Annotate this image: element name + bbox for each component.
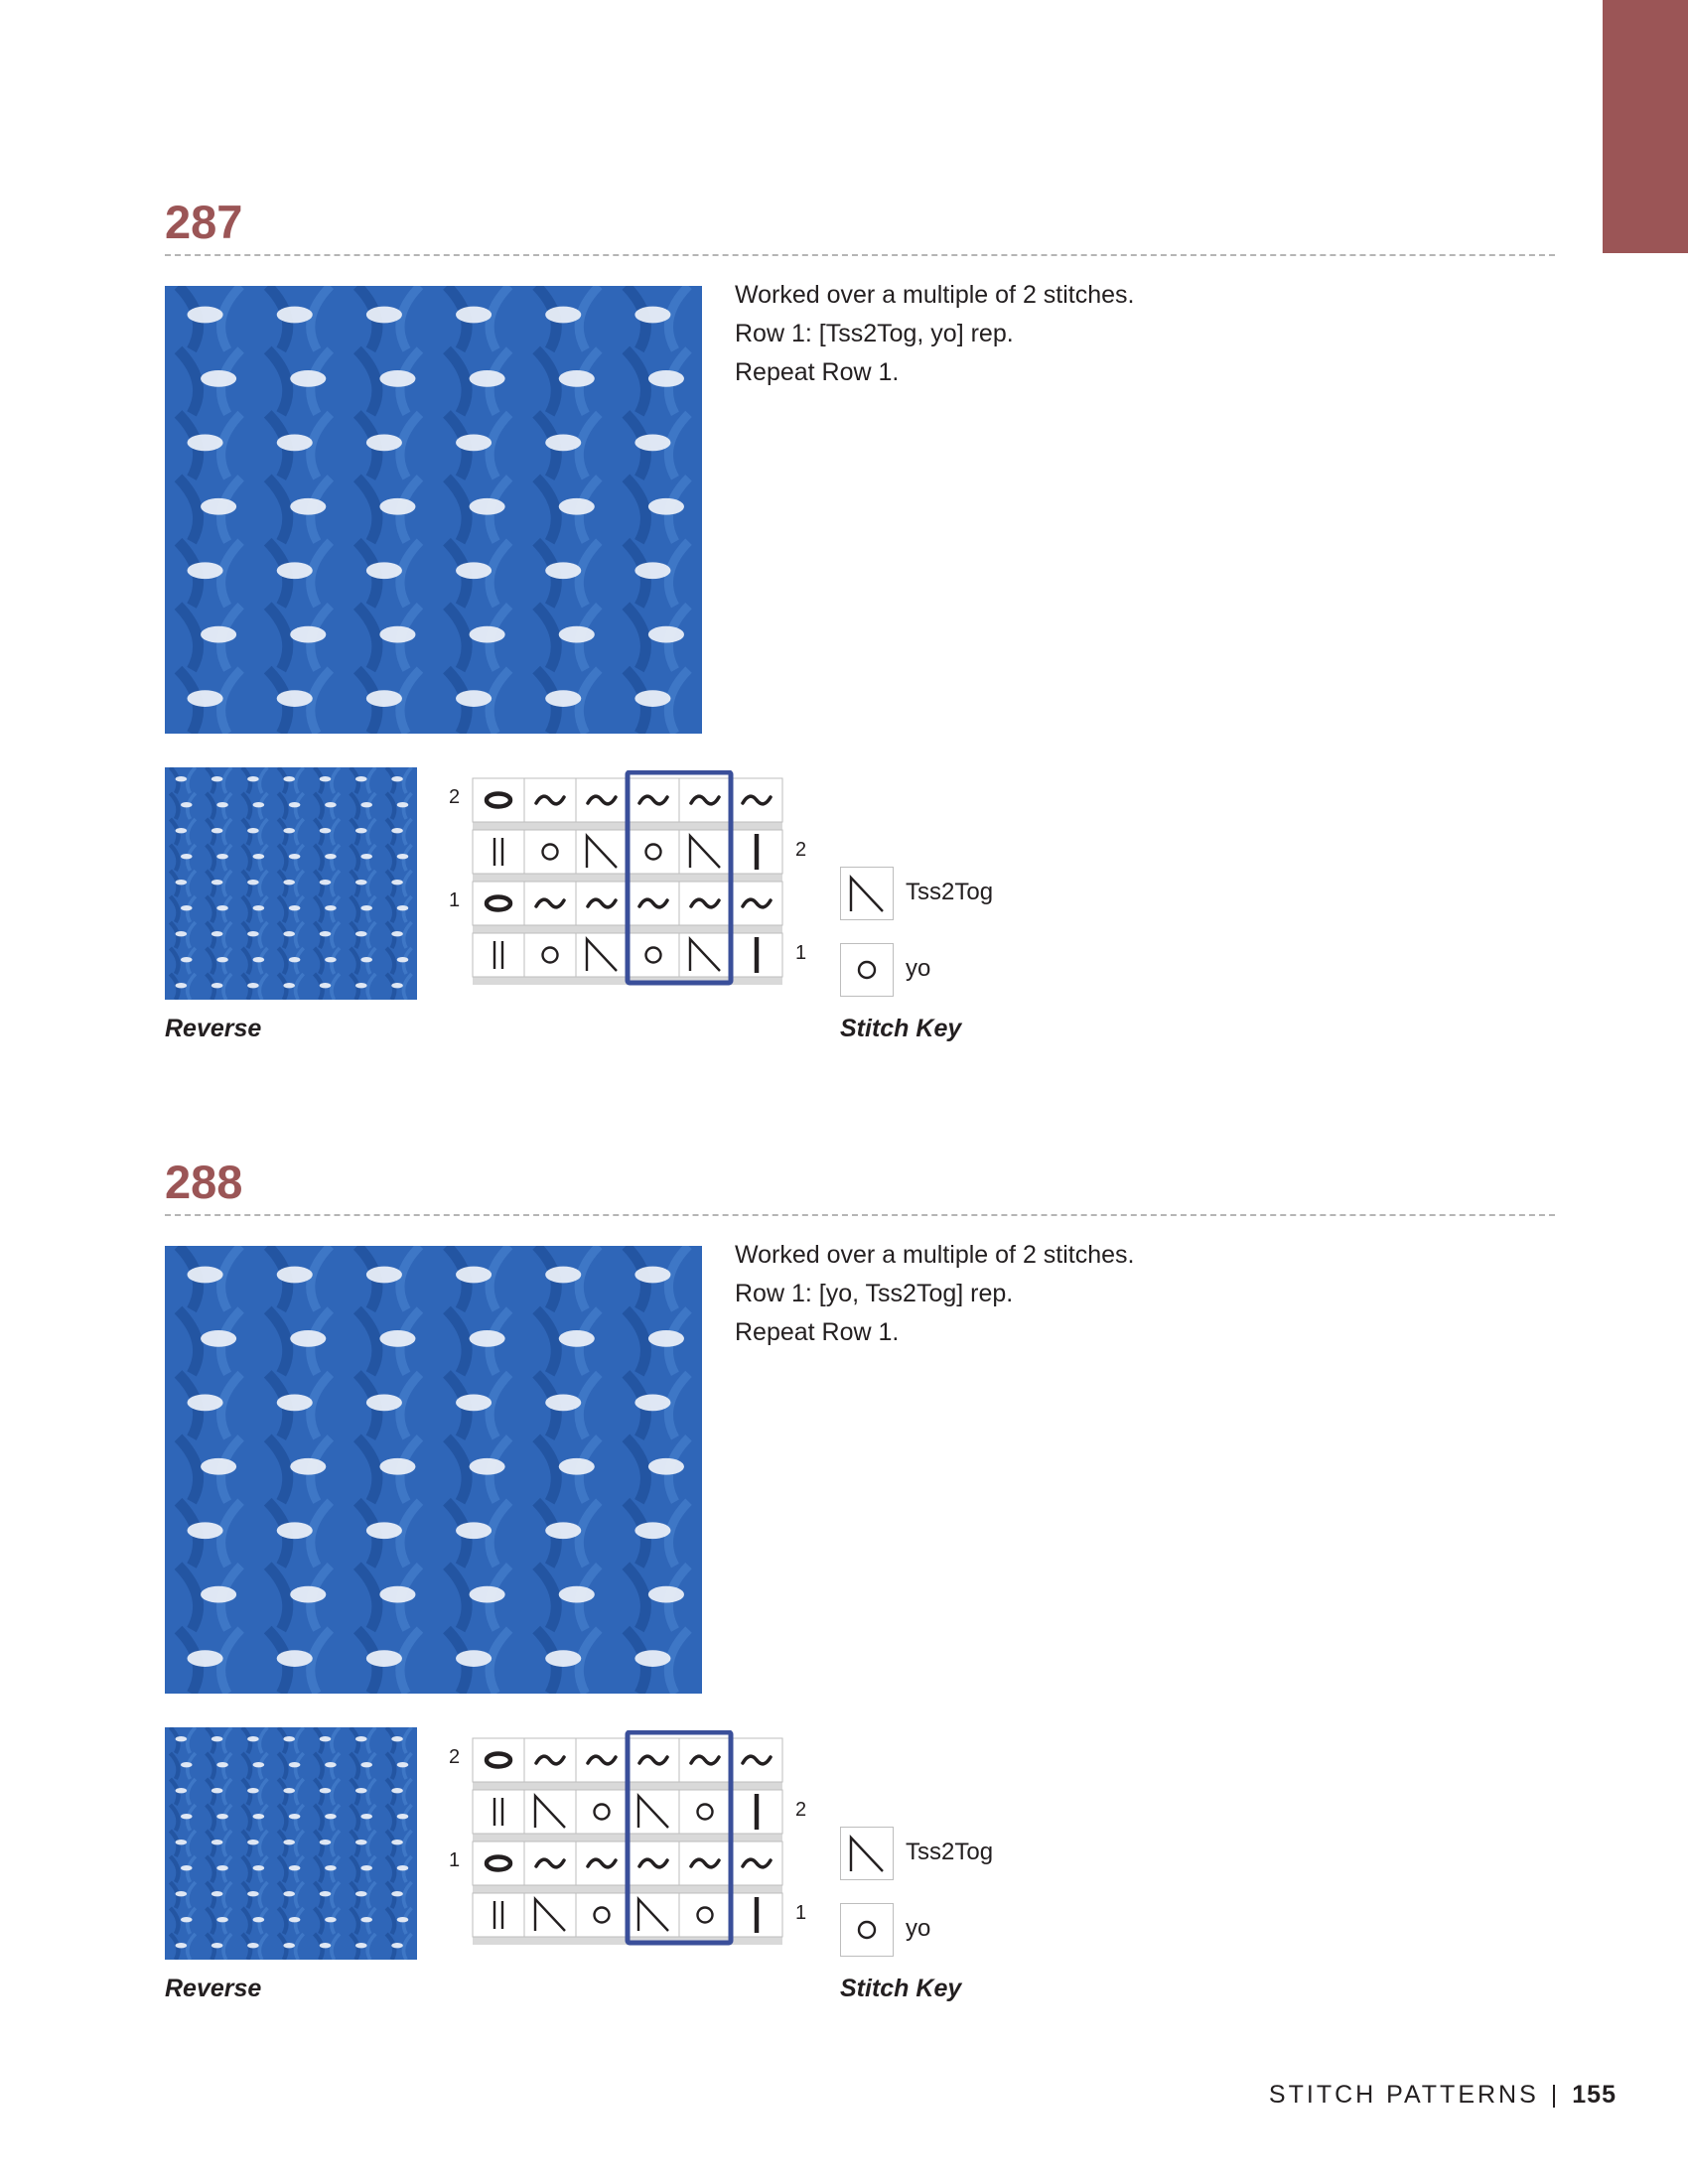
- stitch-chart: [433, 1730, 830, 1969]
- reverse-swatch-photo: [165, 1727, 417, 1960]
- section-divider: [165, 1214, 1555, 1216]
- instruction-line: Row 1: [yo, Tss2Tog] rep.: [735, 1280, 1014, 1307]
- instruction-line: Worked over a multiple of 2 stitches.: [735, 1241, 1135, 1269]
- instruction-line: Row 1: [Tss2Tog, yo] rep.: [735, 320, 1014, 347]
- stitch-key-label: yo: [906, 1915, 931, 1942]
- stitch-chart: [433, 770, 830, 1009]
- row-number-left: 2: [449, 1746, 461, 1768]
- chart-cell: [473, 1790, 524, 1834]
- chart-cell: [576, 1790, 628, 1834]
- tss2tog-icon: [840, 1827, 894, 1880]
- stitch-key-label: Tss2Tog: [906, 1839, 994, 1865]
- tss2tog-icon: [840, 867, 894, 920]
- stitch-key-item: [840, 943, 1138, 999]
- instruction-line: Repeat Row 1.: [735, 1318, 900, 1346]
- pattern-288: [0, 1155, 1688, 2008]
- page-number: 155: [1572, 2081, 1617, 2109]
- chart-cell: [524, 830, 576, 874]
- chart-cell: [679, 1790, 731, 1834]
- stitch-key-title: Stitch Key: [840, 1975, 962, 2002]
- stitch-key-label: Tss2Tog: [906, 879, 994, 905]
- chart-cell: [473, 778, 524, 822]
- chart-cell: [473, 1842, 524, 1885]
- pattern-number: 288: [165, 1156, 243, 1208]
- swatch-photo: [165, 286, 702, 734]
- row-number-left: 2: [449, 786, 461, 808]
- swatch-photo: [165, 1246, 702, 1694]
- yo-icon: [840, 943, 894, 997]
- pattern-instructions: [735, 276, 1430, 392]
- section-title: STITCH PATTERNS: [1268, 2081, 1539, 2109]
- stitch-key-item: [840, 1827, 1138, 1882]
- section-divider: [165, 254, 1555, 256]
- instruction-line: Worked over a multiple of 2 stitches.: [735, 281, 1135, 309]
- stitch-key-item: [840, 867, 1138, 922]
- pattern-287: [0, 195, 1688, 1048]
- chart-cell: [473, 882, 524, 925]
- chart-cell: [679, 1893, 731, 1937]
- row-number-left: 1: [449, 1849, 461, 1871]
- chart-cell: [473, 1893, 524, 1937]
- footer-separator: |: [1550, 2081, 1561, 2109]
- row-number-right: 2: [795, 1799, 807, 1821]
- chart-cell: [524, 933, 576, 977]
- pattern-number: 287: [165, 196, 243, 248]
- reverse-swatch-image: [165, 767, 417, 1000]
- chart-cell: [628, 933, 679, 977]
- chart-cell: [473, 933, 524, 977]
- row-number-right: 1: [795, 942, 807, 964]
- chart-cell: [576, 1893, 628, 1937]
- knit-swatch-image: [165, 1246, 702, 1694]
- chart-cell: [473, 830, 524, 874]
- reverse-swatch-image: [165, 1727, 417, 1960]
- yo-icon: [840, 1903, 894, 1957]
- knit-swatch-image: [165, 286, 702, 734]
- stitch-key-title: Stitch Key: [840, 1015, 962, 1042]
- chart-cell: [473, 1738, 524, 1782]
- chart-cell: [628, 830, 679, 874]
- reverse-caption: Reverse: [165, 1975, 262, 2002]
- page-footer: [1269, 2079, 1617, 2111]
- pattern-instructions: [735, 1236, 1430, 1352]
- row-number-right: 1: [795, 1902, 807, 1924]
- instruction-line: Repeat Row 1.: [735, 358, 900, 386]
- row-number-right: 2: [795, 839, 807, 861]
- stitch-key-item: [840, 1903, 1138, 1959]
- reverse-caption: Reverse: [165, 1015, 262, 1042]
- reverse-swatch-photo: [165, 767, 417, 1000]
- stitch-key-label: yo: [906, 955, 931, 982]
- row-number-left: 1: [449, 889, 461, 911]
